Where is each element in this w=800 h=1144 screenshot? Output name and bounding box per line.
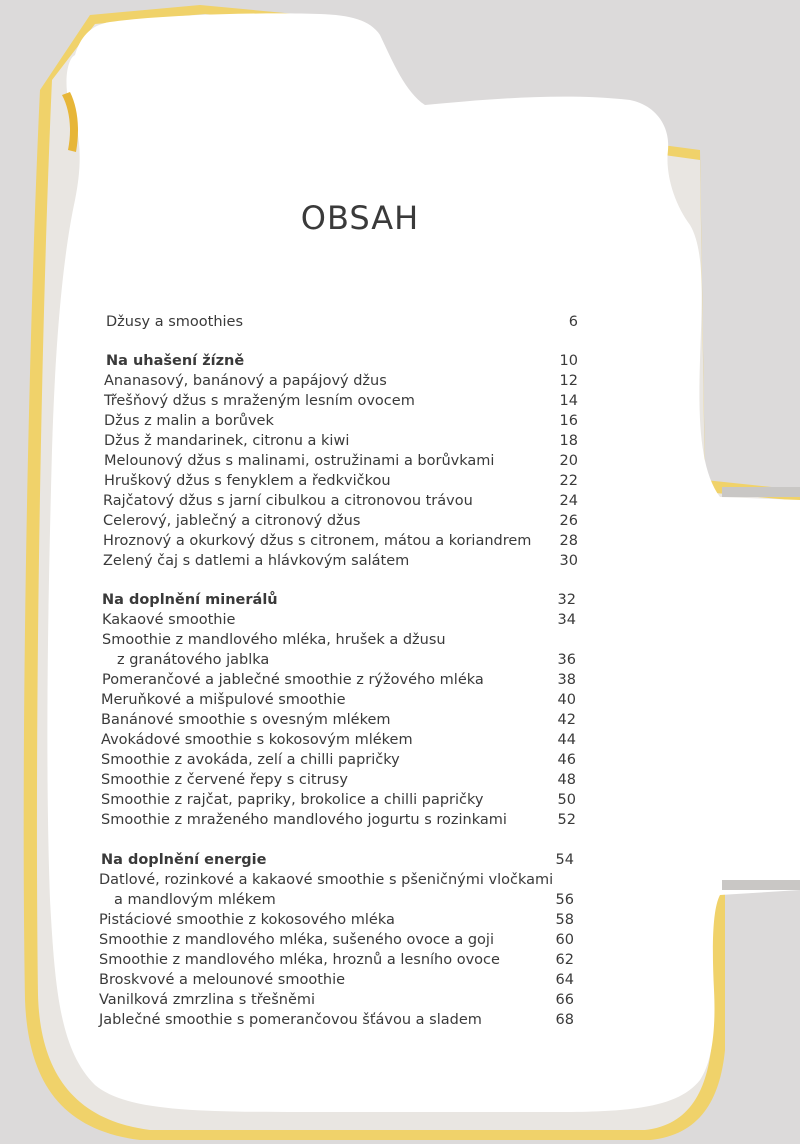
toc-entry [0, 411, 800, 431]
toc-entry-page: 18 [559, 433, 578, 449]
toc-entry-title: Na doplnění energie [101, 852, 267, 868]
toc-entry-title: Třešňový džus s mraženým lesním ovocem [104, 393, 415, 409]
toc-entry-page: 68 [555, 1012, 574, 1028]
toc-entry [0, 610, 800, 630]
toc-entry-title: Na doplnění minerálů [102, 592, 278, 608]
toc-section-heading [0, 590, 800, 610]
toc-entry-page: 26 [559, 513, 578, 529]
toc-entry [0, 391, 800, 411]
toc-entry-page: 28 [559, 533, 578, 549]
toc-entry [0, 750, 800, 770]
toc-entry [0, 1010, 800, 1030]
toc-entry [0, 551, 800, 571]
toc-entry-title: Hroznový a okurkový džus s citronem, mátou a koriandrem [103, 533, 532, 549]
toc-entry [0, 770, 800, 790]
toc-entry-page: 42 [557, 712, 576, 728]
toc-section-heading [0, 351, 800, 371]
toc-entry-title: Smoothie z červené řepy s citrusy [101, 772, 348, 788]
toc-entry-page: 20 [559, 453, 578, 469]
toc-entry-title: z granátového jablka [117, 652, 270, 668]
toc-entry-title: Banánové smoothie s ovesným mlékem [101, 712, 391, 728]
toc-entry [0, 890, 800, 910]
toc-entry-title: Avokádové smoothie s kokosovým mlékem [101, 732, 413, 748]
toc-entry [0, 990, 800, 1010]
toc-entry [0, 491, 800, 511]
toc-entry [0, 511, 800, 531]
toc-entry [0, 970, 800, 990]
toc-entry-title: Pomerančové a jablečné smoothie z rýžového mléka [102, 672, 484, 688]
toc-entry [0, 650, 800, 670]
toc-entry-title: Smoothie z mandlového mléka, hrušek a džusu [102, 632, 446, 648]
toc-entry [0, 950, 800, 970]
toc-entry [0, 730, 800, 750]
toc-section-heading [0, 850, 800, 870]
toc-entry [0, 690, 800, 710]
toc-entry [0, 790, 800, 810]
toc-entry-title: Džus ž mandarinek, citronu a kiwi [104, 433, 350, 449]
toc-entry-page: 54 [555, 852, 574, 868]
toc-entry-page: 50 [557, 792, 576, 808]
toc-entry-page: 44 [557, 732, 576, 748]
toc-entry-page: 64 [555, 972, 574, 988]
toc-entry [0, 451, 800, 471]
toc-entry-page: 40 [557, 692, 576, 708]
toc-entry-title: Ananasový, banánový a papájový džus [104, 373, 387, 389]
toc-entry-page: 32 [557, 592, 576, 608]
toc-entry-title: Džusy a smoothies [106, 314, 244, 330]
toc-entry-title: Vanilková zmrzlina s třešněmi [99, 992, 316, 1008]
toc-entry [0, 910, 800, 930]
toc-entry [0, 471, 800, 491]
toc-entry-page: 16 [559, 413, 578, 429]
toc-entry-title: a mandlovým mlékem [114, 892, 276, 908]
toc-entry-title: Celerový, jablečný a citronový džus [103, 513, 361, 529]
toc-entry-title: Broskvové a melounové smoothie [99, 972, 346, 988]
toc-entry-page: 62 [555, 952, 574, 968]
toc-entry-page: 60 [555, 932, 574, 948]
toc-entry-page: 14 [559, 393, 578, 409]
toc-entry-title: Smoothie z rajčat, papriky, brokolice a chilli papričky [101, 792, 484, 808]
toc-entry-title: Rajčatový džus s jarní cibulkou a citronovou trávou [103, 493, 473, 509]
toc-entry [0, 630, 800, 650]
toc-entry-page: 46 [557, 752, 576, 768]
toc-entry-title: Smoothie z mandlového mléka, sušeného ovoce a goji [99, 932, 494, 948]
toc-entry-title: Melounový džus s malinami, ostružinami a borůvkami [104, 453, 495, 469]
toc-entry-page: 38 [557, 672, 576, 688]
toc-entry-title: Hruškový džus s fenyklem a ředkvičkou [104, 473, 391, 489]
toc-entry-title: Jablečné smoothie s pomerančovou šťávou a sladem [99, 1012, 482, 1028]
toc-entry [0, 531, 800, 551]
toc-entry [0, 371, 800, 391]
toc-entry-page: 36 [557, 652, 576, 668]
toc-entry [0, 710, 800, 730]
toc-entry-page: 22 [559, 473, 578, 489]
toc-entry-title: Pistáciové smoothie z kokosového mléka [99, 912, 395, 928]
toc-entry-title: Kakaové smoothie [102, 612, 236, 628]
toc-entry-page: 56 [555, 892, 574, 908]
toc-entry-page: 58 [555, 912, 574, 928]
toc-entry [0, 930, 800, 950]
toc-entry-title: Džus z malin a borůvek [104, 413, 274, 429]
toc-entry [0, 312, 800, 332]
toc-entry-page: 52 [557, 812, 576, 828]
toc-entry-page: 66 [555, 992, 574, 1008]
toc-entry-title: Meruňkové a mišpulové smoothie [101, 692, 346, 708]
toc-entry-page: 48 [557, 772, 576, 788]
toc-entry-title: Smoothie z avokáda, zelí a chilli papričky [101, 752, 400, 768]
toc-entry [0, 670, 800, 690]
toc-entry-title: Na uhašení žízně [106, 353, 245, 369]
toc-entry-page: 10 [559, 353, 578, 369]
page-title: OBSAH [300, 199, 420, 238]
toc-entry-title: Smoothie z mraženého mandlového jogurtu s rozinkami [101, 812, 507, 828]
toc-entry-page: 6 [568, 314, 578, 330]
toc-entry-page: 24 [559, 493, 578, 509]
toc-entry-title: Datlové, rozinkové a kakaové smoothie s pšeničnými vločkami [99, 872, 554, 888]
toc-entry-title: Smoothie z mandlového mléka, hroznů a lesního ovoce [99, 952, 500, 968]
toc-entry [0, 870, 800, 890]
toc-entry-page: 30 [559, 553, 578, 569]
toc-entry [0, 431, 800, 451]
toc-entry [0, 810, 800, 830]
toc-entry-title: Zelený čaj s datlemi a hlávkovým salátem [103, 553, 410, 569]
toc-entry-page: 12 [559, 373, 578, 389]
toc-entry-page: 34 [557, 612, 576, 628]
